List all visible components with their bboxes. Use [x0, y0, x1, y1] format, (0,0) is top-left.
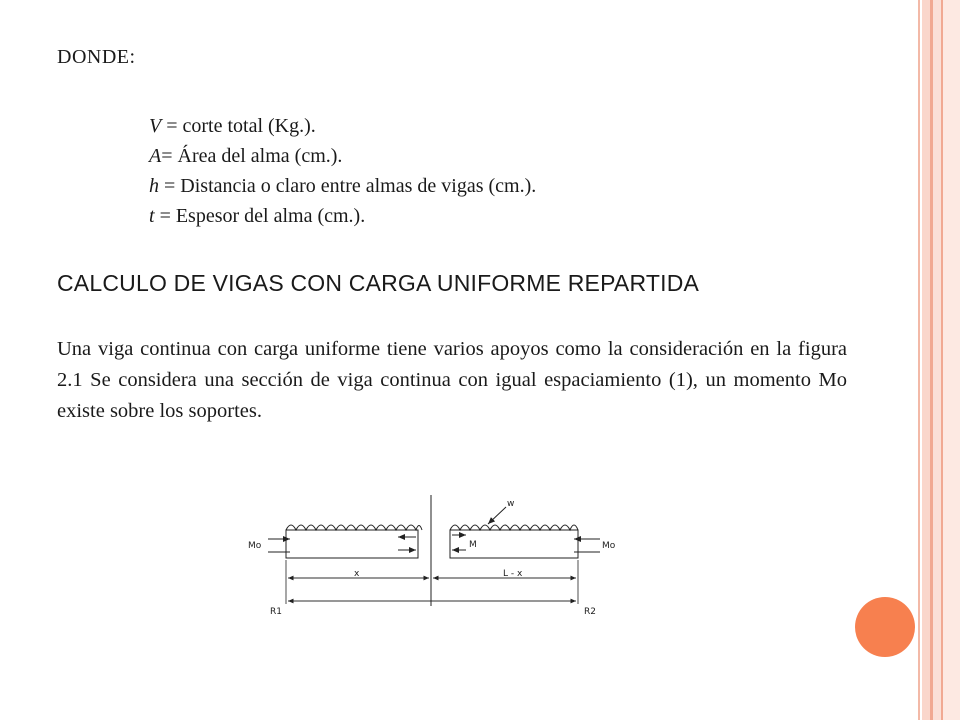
- left-beam: [286, 530, 418, 558]
- moment-left-label: Mo: [248, 541, 262, 551]
- donde-label: DONDE:: [57, 46, 136, 68]
- definition-item: [149, 141, 536, 171]
- definition-item: [149, 201, 536, 231]
- moment-right-label: Mo: [602, 541, 616, 551]
- load-label: w: [507, 499, 515, 509]
- reaction-right-label: R2: [584, 607, 596, 617]
- dim-x-label: x: [354, 569, 360, 579]
- decorative-stripe: [933, 0, 941, 720]
- definition-item: [149, 171, 536, 201]
- dim-l-minus-x-label: L - x: [503, 569, 523, 579]
- definition-text: = Área del alma (cm.).: [161, 145, 343, 167]
- left-load: [286, 525, 422, 530]
- definitions-list: [149, 111, 536, 231]
- beam-figure: [238, 490, 628, 620]
- accent-circle: [855, 597, 915, 657]
- beam-diagram: [238, 490, 628, 620]
- definition-symbol: t: [149, 205, 155, 227]
- definition-text: = Distancia o claro entre almas de vigas (cm.).: [159, 175, 537, 197]
- reaction-left-label: R1: [270, 607, 282, 617]
- decorative-stripe: [918, 0, 920, 720]
- section-heading: CALCULO DE VIGAS CON CARGA UNIFORME REPARTIDA: [57, 270, 700, 296]
- decorative-stripe: [943, 0, 960, 720]
- definition-symbol: h: [149, 175, 159, 197]
- body-paragraph: Una viga continua con carga uniforme tiene varios apoyos como la consideración en la figura 2.1 Se considera una sección de viga continua con igual espaciamiento (1), un momento Mo existe sobre los soportes.: [57, 338, 847, 422]
- decorative-stripe: [922, 0, 930, 720]
- moment-cut-label: M: [469, 540, 477, 550]
- definition-symbol: A: [149, 145, 162, 167]
- definition-item: [149, 111, 536, 141]
- right-load: [450, 525, 578, 530]
- definition-text: = Espesor del alma (cm.).: [154, 205, 366, 227]
- definition-text: = corte total (Kg.).: [161, 115, 316, 137]
- definition-symbol: V: [149, 115, 162, 137]
